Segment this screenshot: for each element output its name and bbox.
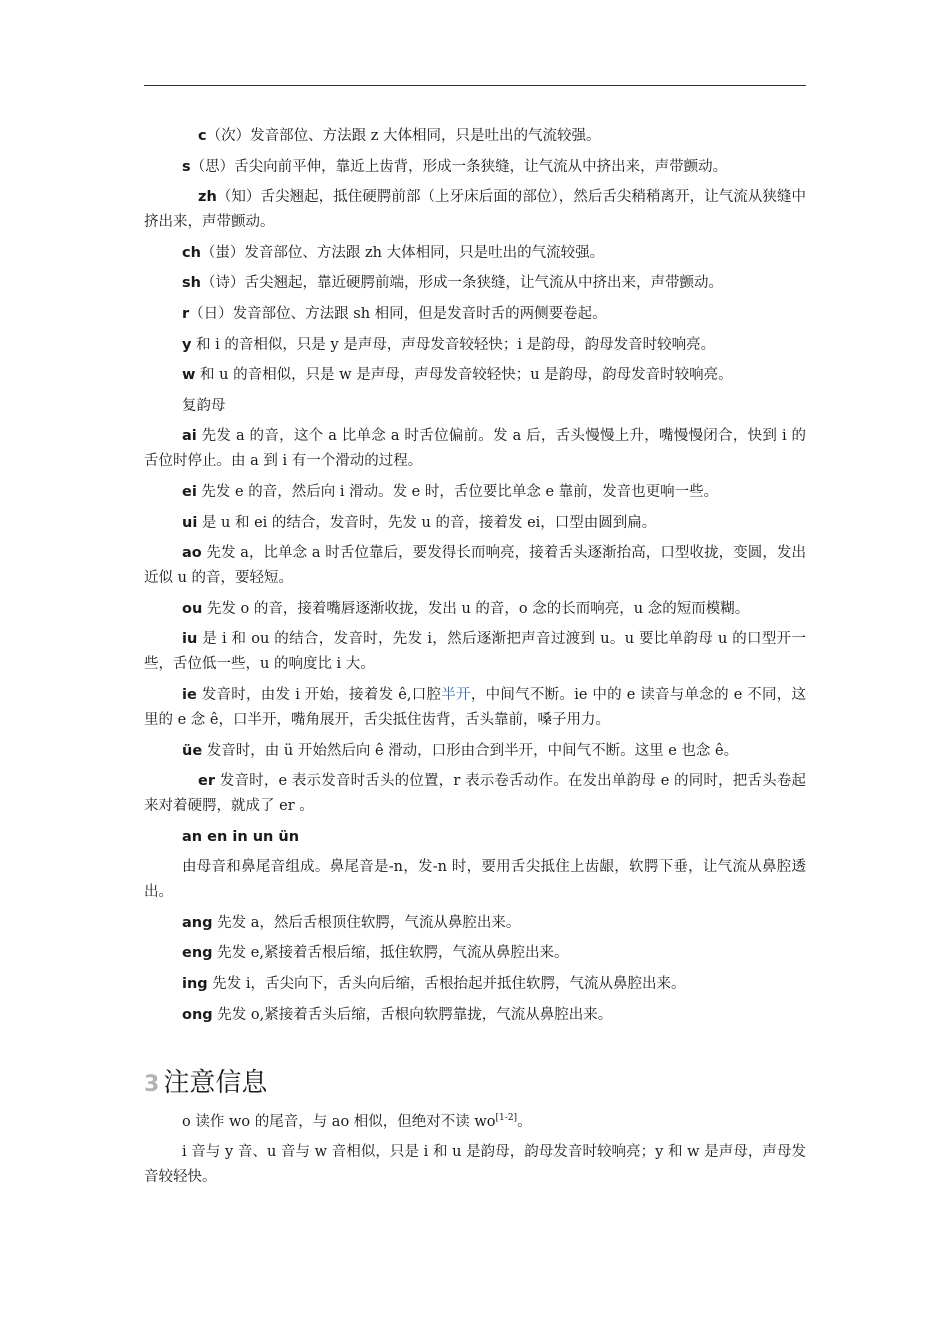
section-title: 注意信息	[163, 1067, 268, 1098]
term: y	[182, 336, 192, 353]
term: ang	[182, 914, 213, 931]
description: 由母音和鼻尾音组成。鼻尾音是-n，发-n 时，要用舌尖抵住上齿龈，软腭下垂，让气流从鼻腔透出。	[144, 859, 806, 901]
paragraph-er	[144, 769, 806, 819]
description: 先发 o 的音，接着嘴唇逐渐收拢，发出 u 的音，o 念的长而响亮，u 念的短而模糊。	[202, 600, 750, 617]
section-number: 3	[144, 1071, 160, 1097]
term: ch	[182, 244, 201, 261]
term: eng	[182, 945, 213, 962]
term: an en in un ün	[182, 828, 300, 845]
term: ing	[182, 976, 208, 993]
description: 发音时，由 ü 开始然后向 ê 滑动，口形由合到半开，中间气不断。这里 e 也念 ê。	[202, 742, 739, 759]
term: ai	[182, 428, 197, 445]
paragraph-nasal-description	[144, 855, 806, 905]
term: zh	[198, 189, 217, 206]
description: 和 u 的音相似，只是 w 是声母，声母发音较轻快；u 是韵母，韵母发音时较响亮。	[195, 367, 733, 384]
paragraph-s	[144, 155, 806, 180]
description: 和 i 的音相似，只是 y 是声母，声母发音较轻快；i 是韵母，韵母发音时较响亮。	[191, 336, 716, 353]
term: ie	[182, 686, 197, 703]
subheading-compound-finals	[144, 394, 806, 419]
paragraph-r	[144, 302, 806, 327]
description: 是 i 和 ou 的结合，发音时，先发 i，然后逐渐把声音过渡到 u。u 要比单韵母 u 的口型开一些，舌位低一些，u 的响度比 i 大。	[144, 631, 806, 673]
note-text: i 音与 y 音、u 音与 w 音相似，只是 i 和 u 是韵母，韵母发音时较响亮；y 和 w 是声母，声母发音较轻快。	[144, 1144, 806, 1186]
term: er	[198, 773, 215, 790]
term: s	[182, 158, 191, 175]
description-continued: ，中间气不断。ie 中的 e 读音与单念的 e 不同，这里的 e 念 ê，口半开，嘴角展开，舌尖抵住齿背，舌头靠前，嗓子用力。	[144, 686, 807, 728]
description: 先发 a 的音，这个 a 比单念 a 时舌位偏前。发 a 后，舌头慢慢上升，嘴慢慢闭合，快到 i 的舌位时停止。由 a 到 i 有一个滑动的过程。	[144, 428, 806, 470]
description: 先发 e,紧接着舌根后缩，抵住软腭，气流从鼻腔出来。	[212, 945, 569, 962]
term: ou	[182, 600, 203, 617]
paragraph-ing	[144, 972, 806, 997]
term: ui	[182, 514, 198, 531]
description: 先发 i，舌尖向下，舌头向后缩，舌根抬起并抵住软腭，气流从鼻腔出来。	[207, 976, 686, 993]
citation-link[interactable]: [1-2]	[495, 1112, 518, 1123]
description: （次）发音部位、方法跟 z 大体相同，只是吐出的气流较强。	[206, 128, 601, 144]
subheading-text: 复韵母	[182, 397, 226, 414]
description: （知）舌尖翘起，抵住硬腭前部（上牙床后面的部位），然后舌尖稍稍离开，让气流从狭缝中挤出来，声带颤动。	[144, 189, 806, 231]
term: üe	[182, 742, 203, 759]
description: （蚩）发音部位、方法跟 zh 大体相同，只是吐出的气流较强。	[200, 244, 605, 261]
paragraph-iu	[144, 627, 806, 677]
paragraph-ao	[144, 541, 806, 591]
description: （日）发音部位、方法跟 sh 相同，但是发音时舌的两侧要卷起。	[189, 305, 607, 322]
description: 先发 o,紧接着舌头后缩，舌根向软腭靠拢，气流从鼻腔出来。	[212, 1006, 613, 1023]
term: ei	[182, 483, 197, 500]
paragraph-c	[144, 124, 806, 149]
term: w	[182, 367, 196, 384]
note-paragraph-1	[144, 1110, 806, 1135]
term: sh	[182, 275, 201, 292]
section-heading	[144, 1066, 806, 1102]
paragraph-ong	[144, 1003, 806, 1028]
paragraph-ch	[144, 241, 806, 266]
note-text: o 读作 wo 的尾音，与 ao 相似，但绝对不读 wo	[182, 1113, 496, 1130]
subheading-nasal-finals	[144, 825, 806, 850]
description: （诗）舌尖翘起，靠近硬腭前端，形成一条狭缝，让气流从中挤出来，声带颤动。	[200, 275, 723, 292]
term: ong	[182, 1006, 213, 1023]
term: iu	[182, 631, 198, 648]
description: 发音时，e 表示发音时舌头的位置，r 表示卷舌动作。在发出单韵母 e 的同时，把舌头卷起来对着硬腭，就成了 er 。	[144, 773, 806, 815]
description: 先发 e 的音，然后向 i 滑动。发 e 时，舌位要比单念 e 靠前，发音也更响一些。	[196, 483, 719, 500]
paragraph-ang	[144, 911, 806, 936]
paragraph-ai	[144, 424, 806, 474]
term: c	[198, 128, 207, 144]
header-rule	[144, 85, 806, 86]
paragraph-w	[144, 363, 806, 388]
description: 先发 a，比单念 a 时舌位靠后，要发得长而响亮，接着舌头逐渐抬高，口型收拢，变圆，发出近似 u 的音，要轻短。	[144, 545, 806, 587]
note-end: 。	[517, 1113, 532, 1130]
paragraph-ue	[144, 739, 806, 764]
term: ao	[182, 545, 202, 562]
description: 发音时，由发 i 开始，接着发 ê,口腔	[196, 686, 442, 703]
paragraph-y	[144, 333, 806, 358]
description: 是 u 和 ei 的结合，发音时，先发 u 的音，接着发 ei，口型由圆到扁。	[197, 514, 657, 531]
paragraph-ui	[144, 511, 806, 536]
document-body	[144, 124, 806, 1196]
paragraph-ei	[144, 480, 806, 505]
term: r	[182, 305, 190, 322]
paragraph-ie	[144, 683, 806, 733]
description: 先发 a，然后舌根顶住软腭，气流从鼻腔出来。	[212, 914, 521, 931]
link-banjai[interactable]: 半开	[441, 686, 471, 703]
paragraph-eng	[144, 941, 806, 966]
paragraph-ou	[144, 597, 806, 622]
paragraph-sh	[144, 271, 806, 296]
paragraph-zh	[144, 185, 806, 235]
note-paragraph-2	[144, 1140, 806, 1190]
description: （思）舌尖向前平伸，靠近上齿背，形成一条狭缝，让气流从中挤出来，声带颤动。	[190, 158, 728, 175]
